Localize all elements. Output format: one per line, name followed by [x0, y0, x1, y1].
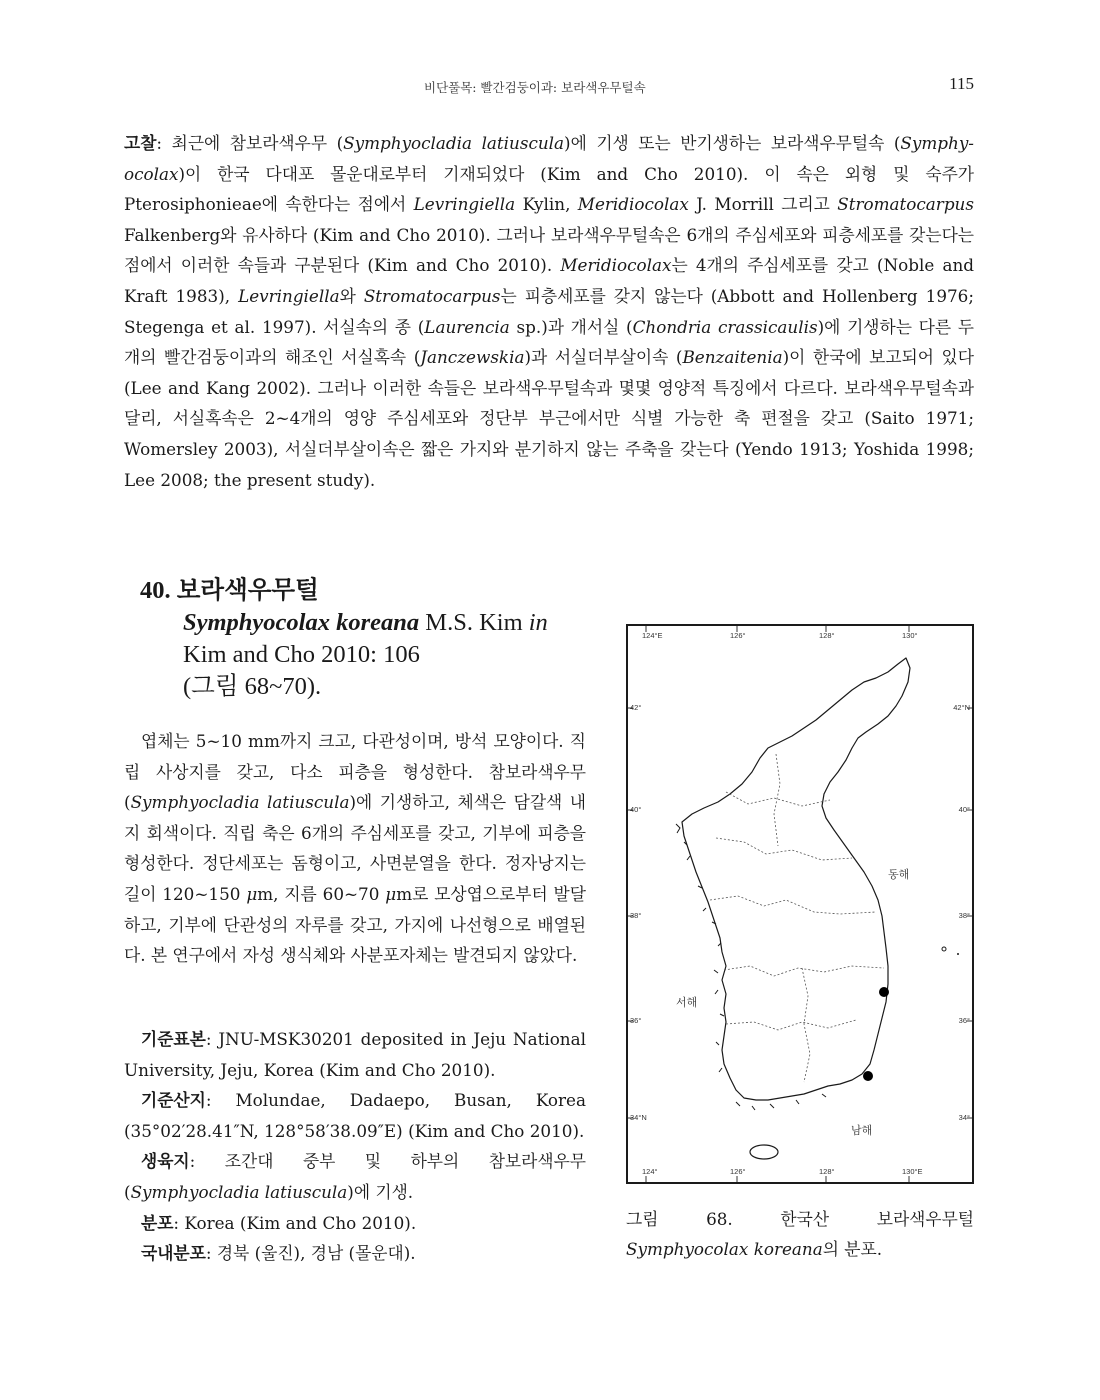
figure-caption — [626, 1204, 974, 1264]
species-author-in: in — [528, 609, 548, 636]
lat-label-right: 42°N — [953, 703, 970, 712]
lat-label-right: 36° — [958, 1016, 970, 1025]
discussion-text: Kylin, — [515, 194, 578, 215]
taxon-name: Stromatocarpus — [837, 194, 974, 215]
map-svg — [626, 624, 974, 1184]
lat-label-right: 34° — [958, 1113, 970, 1122]
discussion-text: )과 서실더부살이속 ( — [524, 347, 683, 368]
discussion-text: )에 기생하는 다른 두 개의 빨간검둥이과의 해조인 서실혹속 ( — [124, 316, 974, 368]
type-locality-entry — [124, 1085, 586, 1146]
discussion-text: )에 기생 또는 반기생하는 보라색우무털속 ( — [564, 133, 901, 153]
distribution-entry — [124, 1208, 586, 1239]
species-heading — [140, 575, 590, 703]
lon-label-top: 128° — [819, 631, 835, 640]
distribution-label: 분포 — [141, 1212, 174, 1233]
micro-symbol: μ — [246, 883, 258, 904]
description-text: 엽체는 5~10 mm까지 크고, 다관성이며, 방석 모양이다. 직립 사상지를 갖고, 다소 피층을 형성한다. 참보라색우무 ( — [124, 731, 586, 813]
taxon-name: Janczewskia — [420, 347, 525, 368]
lon-label-top: 130° — [902, 631, 918, 640]
lon-label-bottom: 128° — [819, 1167, 835, 1176]
discussion-text: Falkenberg와 유사하다 (Kim and Cho 2010). 그러나 보라색우무털속은 6개의 주심세포와 피층세포를 갖는다는 점에서 이러한 속들과 구분된다 (Kim and Cho 2010). — [124, 224, 974, 276]
lon-label-bottom: 124° — [642, 1167, 658, 1176]
species-number-title: 40. 보라색우무털 — [140, 577, 319, 604]
micro-symbol: μ — [385, 883, 397, 904]
locality-dot-uljin — [879, 987, 889, 997]
lat-label-left: 40° — [630, 805, 642, 814]
holotype-entry — [124, 1024, 586, 1085]
dokdo-island — [957, 953, 959, 955]
lat-label-right: 40° — [958, 805, 970, 814]
lat-label-left: 38° — [630, 911, 642, 920]
holotype-text: : JNU-MSK30201 deposited in Jeju National University, Jeju, Korea (Kim and Cho 2010). — [124, 1029, 586, 1080]
map-frame — [627, 625, 973, 1183]
lat-label-left: 42° — [630, 703, 642, 712]
description-paragraph — [124, 726, 586, 971]
lat-label-left: 34°N — [630, 1113, 647, 1122]
habitat-label: 생육지 — [141, 1151, 190, 1172]
discussion-text: : 최근에 참보라색우무 ( — [156, 133, 344, 153]
species-author: M.S. Kim — [425, 609, 523, 636]
taxon-name: Stromatocarpus — [363, 285, 501, 306]
taxon-name: Symphy-ocolax — [124, 133, 974, 184]
east-sea-label: 동해 — [888, 868, 910, 881]
running-head-title: 비단풀목: 빨간검둥이과: 보라색우무털속 — [424, 80, 646, 95]
lon-label-bottom: 126° — [730, 1167, 746, 1176]
caption-taxon-name: Symphyocolax koreana — [626, 1239, 823, 1259]
distribution-map — [626, 624, 974, 1184]
korea-distribution-entry — [124, 1238, 586, 1269]
lat-label-left: 36° — [630, 1016, 642, 1025]
caption-text: 그림 68. 한국산 보라색우무털 — [626, 1209, 974, 1229]
taxon-name: Chondria crassicaulis — [632, 316, 818, 337]
taxon-name: Benzaitenia — [682, 347, 783, 368]
taxon-name: Meridiocolax — [560, 255, 672, 276]
taxon-name: Symphyocladia latiuscula — [130, 792, 350, 813]
lon-label-top: 124°E — [642, 631, 663, 640]
discussion-text: )이 한국에 보고되어 있다 (Lee and Kang 2002). 그러나 이러한 속들은 보라색우무털속과 몇몇 영양적 특징에서 다르다. 보라색우무털속과 달리, 서실혹속은 2~4개의 영양 주심세포와 정단부 부근에서만 식별 가능한 축 편절을 갖고 (Saito 1971; Womersley 2003), 서실더부살이속은 짧은 가지와 분기하지 않는 주축을 갖는다 (Yendo 1913; Yoshida 1998; Lee 2008; the present study). — [124, 347, 974, 490]
discussion-text: 는 4개의 주심세포를 갖고 (Noble and Kraft 1983), — [124, 255, 975, 306]
habitat-text: )에 기생. — [347, 1181, 414, 1202]
lat-label-right: 38° — [958, 911, 970, 920]
type-locality-label: 기준산지 — [141, 1090, 206, 1111]
habitat-text: : 조간대 중부 및 하부의 참보라색우무 ( — [124, 1151, 586, 1202]
discussion-label: 고찰 — [124, 133, 157, 153]
type-info-section — [124, 1024, 586, 1269]
running-head — [124, 74, 974, 98]
discussion-text: 는 피층세포를 갖지 않는다 (Abbott and Hollenberg 1976; Stegenga et al. 1997). 서실속의 종 ( — [124, 285, 975, 337]
korea-distribution-label: 국내분포 — [141, 1243, 206, 1264]
taxon-name: Levringiella — [413, 194, 516, 215]
locality-dot-molundae — [863, 1071, 873, 1081]
scientific-name: Symphyocolax koreana — [183, 609, 420, 636]
species-citation: Kim and Cho 2010: 106 — [183, 641, 420, 668]
taxon-name: Levringiella — [238, 285, 340, 306]
korea-distribution-text: : 경북 (울진), 경남 (몰운대). — [205, 1243, 416, 1264]
caption-text: 의 분포. — [822, 1239, 883, 1259]
discussion-text: sp.)과 개서실 ( — [509, 316, 633, 337]
south-sea-label: 남해 — [851, 1124, 873, 1137]
lon-label-bottom: 130°E — [902, 1167, 923, 1176]
species-name-line — [140, 607, 590, 639]
discussion-text: 와 — [339, 285, 364, 306]
holotype-label: 기준표본 — [141, 1029, 206, 1049]
taxon-name: Meridiocolax — [577, 194, 689, 215]
taxon-name: Symphyocladia latiuscula — [343, 133, 565, 153]
distribution-text: : Korea (Kim and Cho 2010). — [173, 1212, 417, 1233]
description-text: )에 기생하고, 체색은 담갈색 내지 회색이다. 직립 축은 6개의 주심세포를 갖고, 기부에 피층을 형성한다. 정단세포는 돔형이고, 사면분열을 한다. 정자낭지는 길이 120~150 — [124, 792, 586, 904]
taxon-name: Symphyocladia latiuscula — [130, 1181, 348, 1202]
type-locality-text: : Molundae, Dadaepo, Busan, Korea (35°02′28.41″N, 128°58′38.09″E) (Kim and Cho 2010). — [124, 1090, 586, 1141]
page-number: 115 — [949, 74, 974, 93]
species-figure-ref: (그림 68~70). — [183, 673, 322, 700]
lon-label-top: 126° — [730, 631, 746, 640]
discussion-text: )이 한국 다대포 몰운대로부터 기재되었다 (Kim and Cho 2010). 이 속은 외형 및 숙주가 Pterosiphonieae에 속한다는 점에서 — [124, 163, 974, 215]
habitat-entry — [124, 1146, 586, 1207]
taxon-name: Laurencia — [424, 316, 510, 337]
description-text: m, 지름 60~70 — [257, 883, 386, 904]
discussion-text: J. Morrill 그리고 — [688, 194, 838, 215]
west-sea-label: 서해 — [676, 996, 698, 1009]
discussion-paragraph — [124, 128, 974, 495]
description-text: m로 모상엽으로부터 발달하고, 기부에 단관성의 자루를 갖고, 가지에 나선형으로 배열된다. 본 연구에서 자성 생식체와 사분포자체는 발견되지 않았다. — [124, 883, 586, 966]
